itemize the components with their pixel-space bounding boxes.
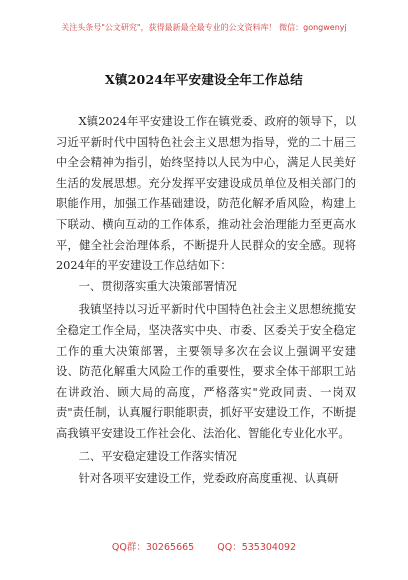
document-body	[56, 112, 356, 490]
document-title: X镇2024年平安建设全年工作总结	[105, 72, 303, 87]
section-heading-2: 二、平安稳定建设工作落实情况	[78, 449, 237, 463]
footer-qq-group: QQ群：30265665	[111, 542, 195, 553]
paragraph-section-1: 我镇坚持以习近平新时代中国特色社会主义思想统揽安全稳定工作全局，坚决落实中央、市委、区委关于安全稳定工作的重大决策部署，主要领导多次在会议上强调平安建设、防范化解重大风险工作的重要性，要求全体干部职工站在讲政治、顾大局的高度，严格落实"党政同责、一岗双责"责任制，认真履行职能职责，抓好平安建设工作，不断提高我镇平安建设工作社会化、法治化、智能化专业化水平。	[56, 303, 356, 440]
header-banner: 关注头条号"公文研究"，获得最新最全最专业的公文资料库！ 微信：gongwenyj	[61, 23, 347, 32]
paragraph-intro: X镇2024年平安建设工作在镇党委、政府的领导下，以习近平新时代中国特色社会主义思想为指导，党的二十届三中全会精神为指引，始终坚持以人民为中心，满足人民美好生活的发展思想。充分发挥平安建设成员单位及相关部门的职能作用，加强工作基础建设，防范化解矛盾风险，构建上下联动、横向互动的工作体系，推动社会治理能力至更高水平，健全社会治理体系，不断提升人民群众的安全感。现将2024年的平安建设工作总结如下：	[56, 115, 356, 273]
section-heading-1: 一、贯彻落实重大决策部署情况	[78, 279, 237, 293]
footer-qq: QQ：535304092	[217, 542, 297, 553]
footer-contact	[0, 539, 408, 553]
paragraph-section-2: 针对各项平安建设工作，党委政府高度重视、认真研	[78, 472, 339, 486]
